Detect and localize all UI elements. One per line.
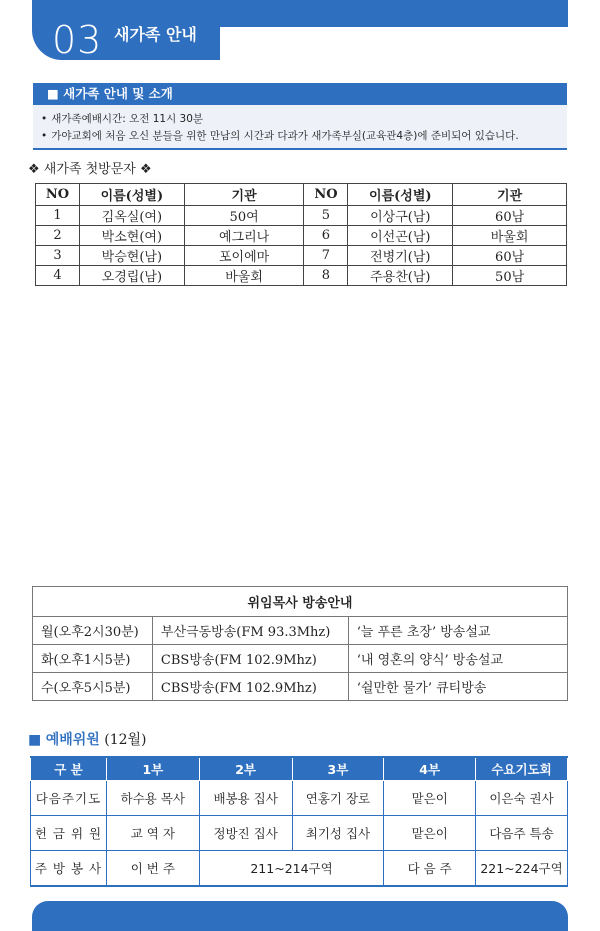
cell: 배봉용 집사 <box>199 781 292 816</box>
intro-heading: ■ 새가족 안내 및 소개 <box>33 83 567 105</box>
table-row <box>33 673 568 701</box>
worship-title: 예배위원 <box>45 732 100 748</box>
visitor-table <box>35 183 567 286</box>
cell: 김옥실(여) <box>79 206 184 226</box>
cell: ‘쉴만한 물가’ 큐티방송 <box>348 673 567 701</box>
cell: 다음주 특송 <box>476 816 568 851</box>
cell: 주 방 봉 사 <box>31 851 107 887</box>
table-row <box>36 246 567 266</box>
col-header: 2부 <box>199 757 292 781</box>
col-header: 1부 <box>106 757 199 781</box>
section-header-notch <box>220 27 580 67</box>
cell: 최기성 집사 <box>292 816 384 851</box>
col-header: 4부 <box>384 757 476 781</box>
cell: 연홍기 장로 <box>292 781 384 816</box>
col-header: 기관 <box>184 184 304 206</box>
worship-heading <box>28 729 147 749</box>
cell: 다음주기도 <box>31 781 107 816</box>
cell: 바울회 <box>184 266 304 286</box>
cell: 211~214구역 <box>199 851 384 887</box>
col-header: 이름(성별) <box>79 184 184 206</box>
cell: 이선곤(남) <box>348 226 453 246</box>
cell: CBS방송(FM 102.9Mhz) <box>152 673 348 701</box>
intro-line: • 가야교회에 처음 오신 분들을 위한 만남의 시간과 다과가 새가족부실(교육관4층)에 준비되어 있습니다. <box>41 128 559 145</box>
cell: 교 역 자 <box>106 816 199 851</box>
section-title: 새가족 안내 <box>114 25 197 44</box>
cell: 맡은이 <box>384 816 476 851</box>
table-row <box>31 781 568 816</box>
table-row <box>33 645 568 673</box>
worship-month: (12월) <box>104 732 147 748</box>
table-header-row <box>36 184 567 206</box>
col-header: NO <box>36 184 80 206</box>
cell: 하수용 목사 <box>106 781 199 816</box>
cell: 예그리나 <box>184 226 304 246</box>
cell: 5 <box>304 206 348 226</box>
cell: 1 <box>36 206 80 226</box>
intro-line: • 새가족예배시간: 오전 11시 30분 <box>41 111 559 128</box>
cell: 6 <box>304 226 348 246</box>
table-row <box>31 851 568 887</box>
cell: 월(오후2시30분) <box>33 617 153 645</box>
col-header: 수요기도회 <box>476 757 568 781</box>
col-header: NO <box>304 184 348 206</box>
col-header: 이름(성별) <box>348 184 453 206</box>
cell: ‘늘 푸른 초장’ 방송설교 <box>348 617 567 645</box>
cell: 화(오후1시5분) <box>33 645 153 673</box>
cell: 오경립(남) <box>79 266 184 286</box>
cell: 50남 <box>453 266 567 286</box>
table-header-row <box>33 587 568 617</box>
cell: 정방진 집사 <box>199 816 292 851</box>
table-row <box>33 617 568 645</box>
cell: 박소현(여) <box>79 226 184 246</box>
cell: 전병기(남) <box>348 246 453 266</box>
broadcast-table <box>32 586 568 701</box>
cell: 4 <box>36 266 80 286</box>
cell: 포이에마 <box>184 246 304 266</box>
cell: 이상구(남) <box>348 206 453 226</box>
col-header: 3부 <box>292 757 384 781</box>
intro-box <box>33 105 567 150</box>
cell: 맡은이 <box>384 781 476 816</box>
section-number: 03 <box>52 18 103 62</box>
cell: 50여 <box>184 206 304 226</box>
table-header-row <box>31 757 568 781</box>
cell: 수(오후5시5분) <box>33 673 153 701</box>
cell: 다 음 주 <box>384 851 476 887</box>
cell: 바울회 <box>453 226 567 246</box>
col-header: 기관 <box>453 184 567 206</box>
cell: CBS방송(FM 102.9Mhz) <box>152 645 348 673</box>
cell: 3 <box>36 246 80 266</box>
cell: 60남 <box>453 206 567 226</box>
cell: 2 <box>36 226 80 246</box>
cell: 60남 <box>453 246 567 266</box>
cell: 221~224구역 <box>476 851 568 887</box>
cell: 이은숙 권사 <box>476 781 568 816</box>
table-row <box>36 266 567 286</box>
table-row <box>31 816 568 851</box>
col-header: 구 분 <box>31 757 107 781</box>
cell: 헌 금 위 원 <box>31 816 107 851</box>
broadcast-title: 위임목사 방송안내 <box>33 587 568 617</box>
footer-bar <box>32 901 568 931</box>
cell: 부산극동방송(FM 93.3Mhz) <box>152 617 348 645</box>
table-row <box>36 206 567 226</box>
cell: 박승현(남) <box>79 246 184 266</box>
square-icon: ■ <box>28 732 42 748</box>
cell: 주용찬(남) <box>348 266 453 286</box>
cell: ‘내 영혼의 양식’ 방송설교 <box>348 645 567 673</box>
table-row <box>36 226 567 246</box>
visitor-heading: ❖ 새가족 첫방문자 ❖ <box>28 162 152 177</box>
worship-table <box>30 756 568 887</box>
cell: 8 <box>304 266 348 286</box>
cell: 7 <box>304 246 348 266</box>
cell: 이 번 주 <box>106 851 199 887</box>
